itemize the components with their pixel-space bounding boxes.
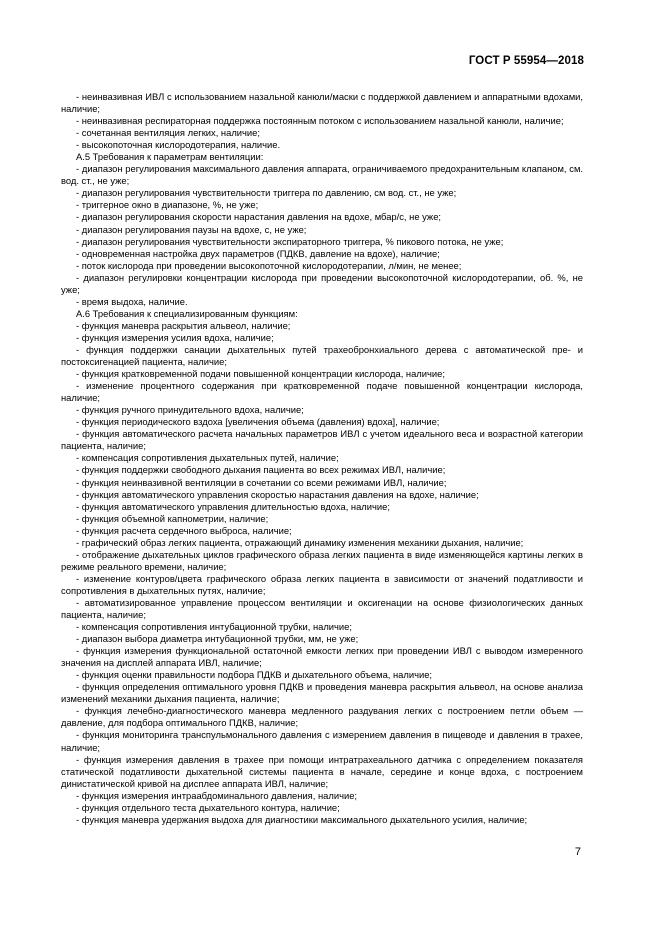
paragraph: - изменение контуров/цвета графического образа легких пациента в зависимости от значений податливости и сопротивления в дыхательных путях, наличие; [61, 572, 583, 596]
paragraph: - высокопоточная кислородотерапия, наличие. [76, 139, 281, 151]
paragraph: - функция измерения давления в трахее при помощи интратрахеального датчика с определением показателя статической податливости дыхательной системы пациента в начале, середине и конце вдоха, с построением динистатической кривой на дисплее аппарата ИВЛ, наличие; [61, 753, 583, 789]
paragraph: - отображение дыхательных циклов графического образа легких пациента в виде изменяющейся картины легких в режиме реального времени, наличие; [61, 548, 583, 572]
paragraph: - диапазон регулирования чувствительности экспираторного триггера, % пикового потока, не уже; [76, 235, 504, 247]
paragraph: - функция мониторинга транспульмонального давления с измерением давления в пищеводе и давления в трахее, наличие; [61, 729, 583, 753]
paragraph: - функция объемной капнометрии, наличие; [76, 512, 269, 524]
paragraph: - диапазон регулировки концентрации кислорода при проведении высокопоточной кислородотерапии, об. %, не уже; [61, 271, 583, 295]
paragraph: - функция автоматического расчета начальных параметров ИВЛ с учетом идеального веса и возрастной категории пациента, наличие; [61, 428, 583, 452]
paragraph: - диапазон регулирования скорости нарастания давления на вдохе, мбар/с, не уже; [76, 211, 442, 223]
paragraph: - функция ручного принудительного вдоха, наличие; [76, 404, 304, 416]
paragraph: - функция лечебно-диагностического маневра медленного раздувания легких с построением петли объем — давление, для подбора оптимального ПДКВ, наличие; [61, 705, 583, 729]
paragraph: - функция кратковременной подачи повышенной концентрации кислорода, наличие; [76, 368, 445, 380]
paragraph: - функция определения оптимального уровня ПДКВ и проведения маневра раскрытия альвеол, на основе анализа изменений механики дыхания пациента, наличие; [61, 681, 583, 705]
paragraph: А.6 Требования к специализированным функциям: [76, 307, 298, 319]
paragraph: - сочетанная вентиляция легких, наличие; [76, 127, 260, 139]
paragraph: - функция неинвазивной вентиляции в сочетании со всеми режимами ИВЛ, наличие; [76, 476, 447, 488]
paragraph: - функция маневра удержания выдоха для диагностики максимального дыхательного усилия, наличие; [76, 813, 528, 825]
document-header: ГОСТ Р 55954—2018 [468, 55, 584, 67]
page-number: 7 [574, 846, 581, 858]
paragraph: - функция периодического вздоха [увеличения объема (давления) вдоха], наличие; [76, 416, 440, 428]
paragraph: - диапазон регулирования паузы на вдохе, с, не уже; [76, 223, 307, 235]
paragraph: - функция автоматического управления длительностью вдоха, наличие; [76, 500, 390, 512]
paragraph: - диапазон регулирования максимального давления аппарата, ограничиваемого предохранительным клапаном, см. вод. ст., не уже; [61, 163, 583, 187]
paragraph: - поток кислорода при проведении высокопоточной кислородотерапии, л/мин, не менее; [76, 259, 462, 271]
paragraph: - функция автоматического управления скоростью нарастания давления на вдохе, наличие; [76, 488, 479, 500]
paragraph: - время выдоха, наличие. [76, 295, 188, 307]
paragraph: - изменение процентного содержания при кратковременной подаче повышенной концентрации кислорода, наличие; [61, 380, 583, 404]
paragraph: - неинвазивная ИВЛ с использованием назальной канюли/маски с поддержкой давлением и аппаратными вдохами, наличие; [61, 91, 583, 115]
paragraph: - функция измерения усилия вдоха, наличие; [76, 331, 274, 343]
paragraph: - триггерное окно в диапазоне, %, не уже; [76, 199, 259, 211]
paragraph: - диапазон выбора диаметра интубационной трубки, мм, не уже; [76, 633, 359, 645]
paragraph: А.5 Требования к параметрам вентиляции: [76, 151, 264, 163]
paragraph: - функция измерения функциональной остаточной емкости легких при проведении ИВЛ с выводом измеренного значения на дисплей аппарата ИВЛ, наличие; [61, 645, 583, 669]
paragraph: - функция расчета сердечного выброса, наличие; [76, 524, 292, 536]
paragraph: - неинвазивная респираторная поддержка постоянным потоком с использованием назальной канюли, наличие; [76, 115, 564, 127]
paragraph: - функция оценки правильности подбора ПДКВ и дыхательного объема, наличие; [76, 669, 433, 681]
paragraph: - автоматизированное управление процессом вентиляции и оксигенации на основе физиологических данных пациента, наличие; [61, 596, 583, 621]
paragraph: - функция поддержки санации дыхательных путей трахеобронхиального дерева с автоматической пре- и постоксигенацией пациента, наличие; [61, 343, 583, 368]
paragraph: - функция отдельного теста дыхательного контура, наличие; [76, 801, 340, 813]
paragraph: - функция измерения интраабдоминального давления, наличие; [76, 789, 358, 801]
paragraph: - одновременная настройка двух параметров (ПДКВ, давление на вдохе), наличие; [76, 247, 440, 259]
paragraph: - диапазон регулирования чувствительности триггера по давлению, см вод. ст., не уже; [76, 187, 457, 199]
document-body [61, 91, 583, 826]
paragraph: - компенсация сопротивления дыхательных путей, наличие; [76, 452, 339, 464]
paragraph: - функция поддержки свободного дыхания пациента во всех режимах ИВЛ, наличие; [76, 464, 446, 476]
paragraph: - функция маневра раскрытия альвеол, наличие; [76, 319, 291, 331]
paragraph: - компенсация сопротивления интубационной трубки, наличие; [76, 621, 352, 633]
paragraph: - графический образ легких пациента, отражающий динамику изменения механики дыхания, наличие; [76, 536, 524, 548]
